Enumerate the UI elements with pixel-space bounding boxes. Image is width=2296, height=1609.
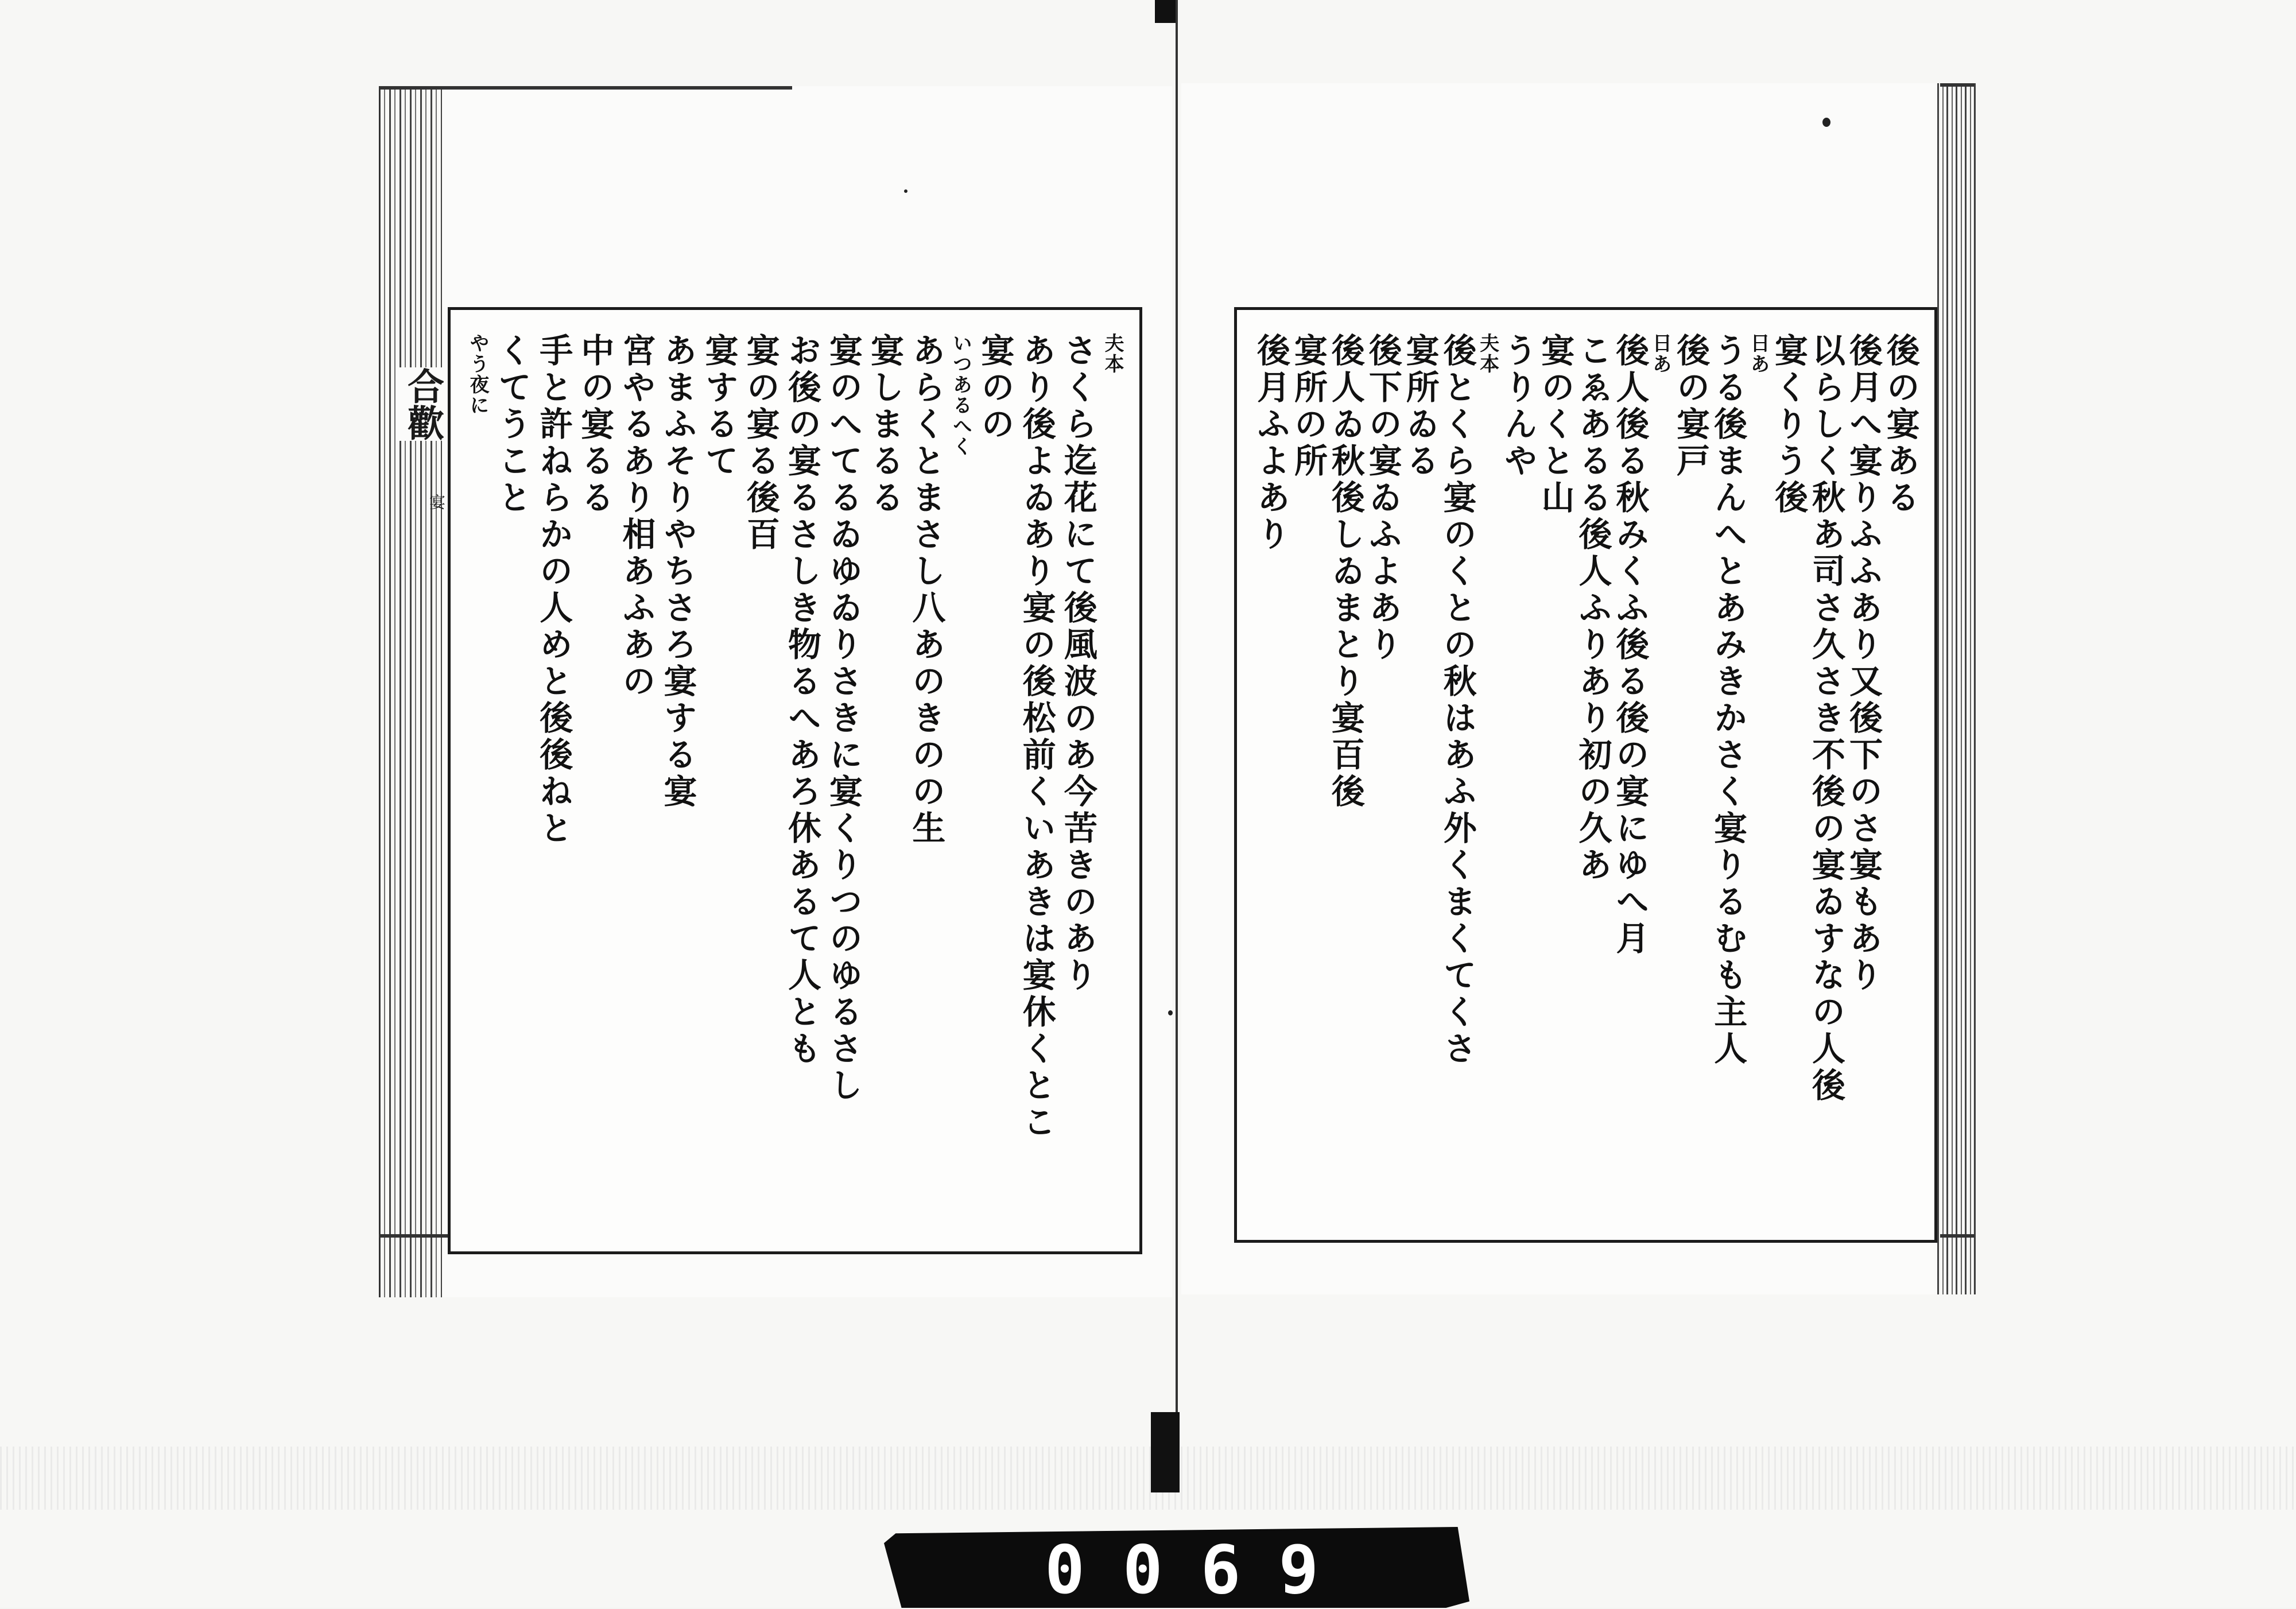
text-column: 後月ふよあり (1251, 333, 1290, 553)
side-title: 合歡 (396, 367, 449, 441)
left-text-frame (448, 307, 1142, 1254)
text-column: さくら迄花にて後風波のあ今苦きのあり (1058, 333, 1097, 994)
text-column: 宴の宴る後百 (740, 333, 780, 553)
ink-speck (904, 189, 907, 193)
frame-number: 0069 (1045, 1532, 1357, 1609)
right-text-columns (1251, 333, 1920, 1223)
left-book-edge (379, 86, 442, 1297)
text-column: うりんや (1498, 333, 1538, 480)
text-column: 夫本 (1476, 333, 1499, 374)
text-column: やう夜に (466, 333, 489, 416)
text-column: 宴のくと山 (1535, 333, 1575, 517)
book-gutter (1176, 0, 1178, 1429)
text-column: 宴のへてるゐゆゐりさきに宴くりつのゆるさし (824, 333, 863, 1104)
text-column: 後人後る秋みくふ後る後の宴にゆへ月 (1610, 333, 1650, 957)
gutter-bottom-mark (1151, 1412, 1180, 1492)
text-column: 手と許ねらかの人めと後後ねと (534, 333, 573, 847)
gutter-top-mark (1155, 0, 1178, 23)
text-column: 宴のの (975, 333, 1015, 443)
text-column: 宴くりう後 (1769, 333, 1809, 517)
text-column: 後月へ宴りふふあり又後下のさ宴もあり (1843, 333, 1883, 994)
text-column: 宴所ゐる (1400, 333, 1440, 480)
text-column: うる後まんへとあみきかさく宴りるむも主人 (1708, 333, 1748, 1068)
text-column: 宴しまるる (865, 333, 905, 517)
text-column: 日あ (1747, 333, 1770, 374)
text-column: 後の宴ある (1880, 333, 1920, 517)
text-column: 宴所の所 (1288, 333, 1328, 480)
left-text-columns (468, 333, 1122, 1234)
right-page-bottom-band (1940, 1234, 1975, 1238)
ink-speck (1168, 1010, 1173, 1015)
ink-speck (1822, 118, 1830, 127)
text-column: あらくとまさし八あのきのの生 (906, 333, 946, 847)
text-column: 宴するて (699, 333, 739, 480)
side-folio: 宴 (427, 494, 446, 510)
text-column: 後下の宴ゐふよあり (1363, 333, 1402, 664)
text-column: あり後よゐあり宴の後松前くいあきは宴休くとこ (1017, 333, 1056, 1141)
text-column: 夫本 (1101, 333, 1124, 374)
right-book-edge (1934, 83, 1977, 1294)
text-column: お後の宴るさしき物るへあろ休あるて人とも (782, 333, 821, 1068)
text-column: 後人ゐ秋後しゐまとり宴百後 (1325, 333, 1365, 811)
text-column: くてうこと (492, 333, 532, 517)
left-page-top-band (379, 86, 792, 90)
text-column: 日あ (1649, 333, 1672, 374)
text-column: こゑあるる後人ふりあり初の久あ (1573, 333, 1612, 884)
scan-noise (0, 1447, 2296, 1510)
text-column: 後の宴戸 (1671, 333, 1711, 480)
text-column: 中の宴るる (575, 333, 615, 517)
right-text-frame (1234, 307, 1937, 1243)
text-column: 宮やるあり相あふあの (616, 333, 656, 700)
text-column: あまふそりやちさろ宴する宴 (658, 333, 697, 811)
right-page-top-band (1940, 83, 1975, 87)
text-column: いつあるへく (949, 333, 972, 457)
text-column: 以らしく秋あ司さ久さき不後の宴ゐすなの人後 (1806, 333, 1845, 1104)
text-column: 後とくら宴のくとの秋はあふ外くまくてくさ (1437, 333, 1477, 1068)
